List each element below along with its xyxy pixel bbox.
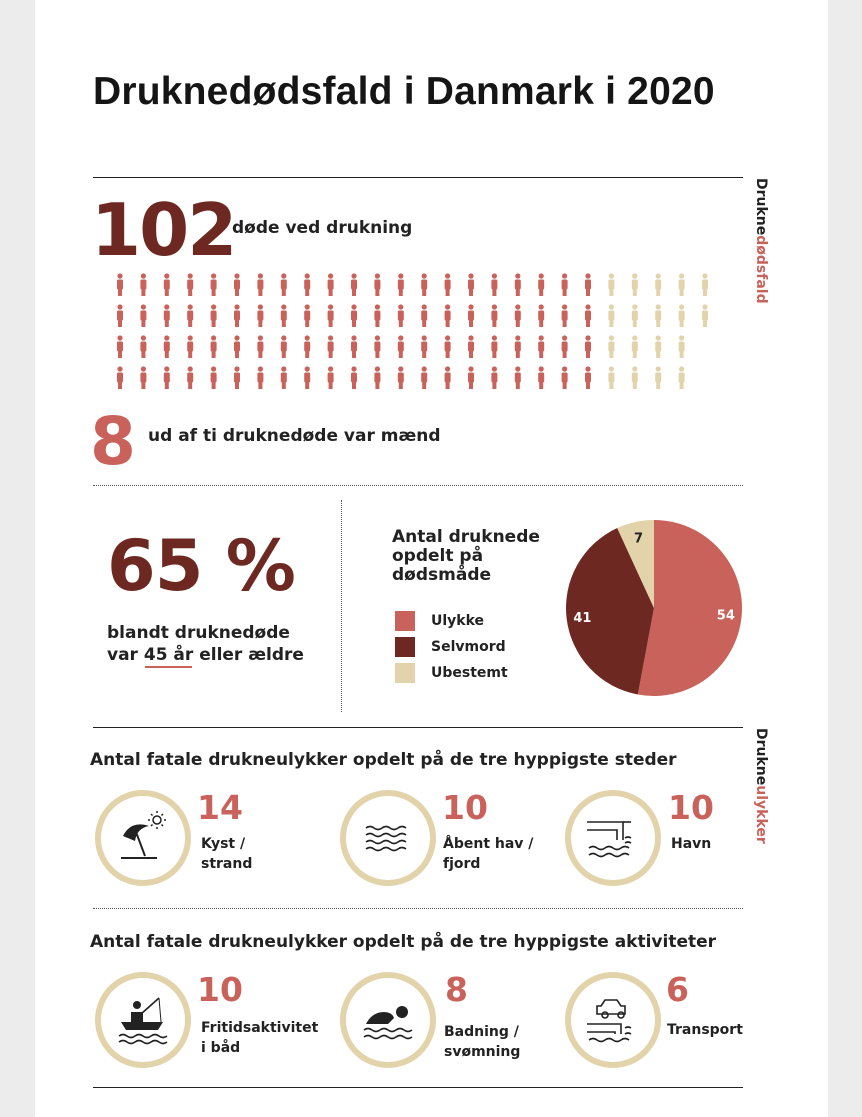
person-icon	[398, 366, 404, 389]
legend-label-ulykke: Ulykke	[431, 613, 485, 629]
person-icon	[351, 273, 357, 296]
person-icon	[234, 304, 240, 327]
person-icon	[398, 273, 404, 296]
divider	[93, 1087, 743, 1088]
person-icon	[468, 304, 474, 327]
legend-label-ubestemt: Ubestemt	[431, 665, 508, 681]
person-icon	[679, 273, 685, 296]
person-icon	[164, 304, 170, 327]
person-icon	[491, 273, 497, 296]
person-icon	[374, 304, 380, 327]
person-icon	[515, 304, 521, 327]
side-label-druknedodsfald: Druknedødsfald	[753, 178, 769, 304]
person-icon	[374, 273, 380, 296]
car-in-water-icon	[583, 990, 643, 1050]
place-circle-havn	[565, 790, 661, 886]
person-icon	[304, 335, 310, 358]
person-icon	[281, 273, 287, 296]
place-circle-kyst	[95, 790, 191, 886]
place-value-aabent-hav: 10	[442, 788, 488, 827]
person-icon	[421, 335, 427, 358]
pie-chart-title: Antal druknede opdelt på dødsmåde	[392, 527, 540, 585]
side-label-drukneulykker: Drukneulykker	[753, 728, 769, 844]
person-icon	[468, 366, 474, 389]
person-icon	[140, 273, 146, 296]
place-circle-aabent-hav	[340, 790, 436, 886]
person-icon	[140, 366, 146, 389]
person-icon	[187, 273, 193, 296]
person-icon	[562, 304, 568, 327]
legend-item-ubestemt	[395, 663, 508, 683]
person-icon	[679, 366, 685, 389]
person-icon	[257, 366, 263, 389]
person-icon	[304, 304, 310, 327]
person-icon	[398, 304, 404, 327]
person-icon	[562, 335, 568, 358]
swimmer-icon	[358, 990, 418, 1050]
person-icon	[374, 335, 380, 358]
person-icon	[140, 304, 146, 327]
person-icon	[328, 304, 334, 327]
legend-label-selvmord: Selvmord	[431, 639, 506, 655]
person-icon	[257, 335, 263, 358]
person-icon	[211, 335, 217, 358]
person-icon	[234, 366, 240, 389]
person-icon	[164, 335, 170, 358]
person-icon	[468, 273, 474, 296]
activity-label-svoemning: Badning / svømning	[444, 1024, 521, 1060]
person-icon	[632, 335, 638, 358]
pie-label-ulykke: 54	[716, 608, 735, 624]
activity-circle-transport	[565, 972, 661, 1068]
waves-icon	[358, 808, 418, 868]
person-icon	[491, 366, 497, 389]
person-icon	[655, 304, 661, 327]
age-highlight-underline	[145, 666, 192, 668]
dotted-divider	[93, 485, 743, 486]
legend-item-selvmord	[395, 637, 506, 657]
deaths-label: døde ved drukning	[232, 218, 413, 238]
divider	[93, 727, 743, 728]
person-icon	[421, 304, 427, 327]
person-icon	[585, 304, 591, 327]
person-icon	[538, 273, 544, 296]
person-icon	[655, 273, 661, 296]
person-icon	[234, 273, 240, 296]
person-icon	[234, 335, 240, 358]
person-icon	[328, 273, 334, 296]
age-label-line2: var 45 år eller ældre	[107, 645, 304, 665]
place-value-kyst: 14	[197, 788, 243, 827]
person-icon	[632, 366, 638, 389]
person-icon	[374, 366, 380, 389]
vertical-dotted-separator	[341, 500, 342, 712]
person-icon	[515, 335, 521, 358]
person-icon	[445, 273, 451, 296]
activity-circle-svoemning	[340, 972, 436, 1068]
legend-item-ulykke	[395, 611, 484, 631]
fishing-boat-icon	[113, 990, 173, 1050]
person-icon	[608, 273, 614, 296]
person-icon	[632, 273, 638, 296]
person-icon	[702, 273, 708, 296]
age-label-line1: blandt druknedøde	[107, 623, 290, 643]
person-icon	[562, 273, 568, 296]
person-icon	[398, 335, 404, 358]
person-icon	[140, 335, 146, 358]
age-percentage: 65 %	[107, 525, 295, 607]
person-icon	[187, 304, 193, 327]
person-icon	[515, 366, 521, 389]
person-icon	[211, 273, 217, 296]
person-icon	[608, 366, 614, 389]
activity-value-transport: 6	[666, 970, 689, 1009]
person-icon	[281, 366, 287, 389]
person-icon	[445, 366, 451, 389]
places-heading: Antal fatale drukneulykker opdelt på de tre hyppigste steder	[90, 750, 677, 770]
activity-value-baad: 10	[197, 970, 243, 1009]
activity-label-transport: Transport	[667, 1022, 743, 1038]
person-icon	[328, 335, 334, 358]
pie-label-ubestemt: 7	[634, 531, 644, 547]
place-label-havn: Havn	[671, 836, 712, 852]
activity-value-svoemning: 8	[445, 970, 468, 1009]
person-icon	[187, 335, 193, 358]
legend-swatch-ubestemt	[395, 663, 415, 683]
person-icon	[679, 335, 685, 358]
pie-label-selvmord: 41	[573, 610, 592, 626]
person-icon	[445, 304, 451, 327]
person-icon	[164, 366, 170, 389]
person-icon	[117, 304, 123, 327]
person-icon	[585, 335, 591, 358]
person-icon	[304, 273, 310, 296]
pie-chart	[563, 517, 745, 699]
person-icon	[421, 273, 427, 296]
person-icon	[187, 366, 193, 389]
legend-swatch-selvmord	[395, 637, 415, 657]
page-title: Druknedødsfald i Danmark i 2020	[93, 70, 715, 113]
person-icon	[211, 304, 217, 327]
person-icon	[281, 335, 287, 358]
person-icon	[679, 304, 685, 327]
person-icon	[164, 273, 170, 296]
person-icon	[351, 304, 357, 327]
deaths-number: 102	[91, 188, 236, 272]
person-icon	[491, 304, 497, 327]
person-icon	[257, 304, 263, 327]
person-icon	[328, 366, 334, 389]
pictogram-people	[113, 273, 753, 397]
person-icon	[117, 366, 123, 389]
person-icon	[655, 366, 661, 389]
person-icon	[655, 335, 661, 358]
person-icon	[632, 304, 638, 327]
activities-heading: Antal fatale drukneulykker opdelt på de tre hyppigste aktiviteter	[90, 932, 717, 952]
men-number: 8	[90, 403, 136, 480]
person-icon	[117, 335, 123, 358]
dotted-divider	[93, 908, 743, 909]
beach-umbrella-icon	[113, 808, 173, 868]
person-icon	[351, 335, 357, 358]
men-label: ud af ti druknedøde var mænd	[148, 426, 441, 446]
divider	[93, 177, 743, 178]
person-icon	[468, 335, 474, 358]
person-icon	[304, 366, 310, 389]
person-icon	[538, 335, 544, 358]
person-icon	[421, 366, 427, 389]
person-icon	[608, 335, 614, 358]
person-icon	[585, 273, 591, 296]
person-icon	[515, 273, 521, 296]
legend-swatch-ulykke	[395, 611, 415, 631]
place-label-kyst: Kyst / strand	[201, 836, 253, 872]
person-icon	[445, 335, 451, 358]
infographic-page	[35, 0, 828, 1117]
person-icon	[491, 335, 497, 358]
person-icon	[281, 304, 287, 327]
place-label-aabent-hav: Åbent hav / fjord	[443, 836, 534, 872]
person-icon	[117, 273, 123, 296]
person-icon	[351, 366, 357, 389]
person-icon	[608, 304, 614, 327]
person-icon	[257, 273, 263, 296]
person-icon	[538, 366, 544, 389]
activity-label-baad: Fritidsaktivitet i båd	[201, 1020, 319, 1056]
person-icon	[538, 304, 544, 327]
harbor-icon	[583, 808, 643, 868]
person-icon	[211, 366, 217, 389]
person-icon	[702, 304, 708, 327]
activity-circle-baad	[95, 972, 191, 1068]
person-icon	[562, 366, 568, 389]
place-value-havn: 10	[668, 788, 714, 827]
person-icon	[585, 366, 591, 389]
